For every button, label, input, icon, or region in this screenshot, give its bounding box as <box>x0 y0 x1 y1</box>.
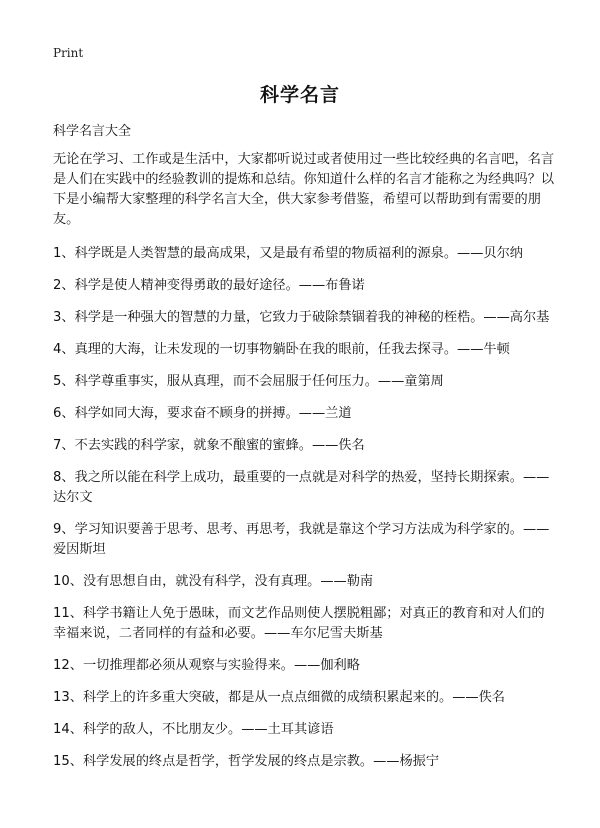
quote-item: 5、科学尊重事实，服从真理，而不会屈服于任何压力。——童第周 <box>53 374 444 389</box>
quote-item: 4、真理的大海，让未发现的一切事物躺卧在我的眼前，任我去探寻。——牛顿 <box>53 342 510 357</box>
print-link[interactable]: Print <box>53 46 84 60</box>
quote-item: 2、科学是使人精神变得勇敢的最好途径。——布鲁诺 <box>53 278 365 293</box>
quote-item: 15、科学发展的终点是哲学，哲学发展的终点是宗教。——杨振宁 <box>53 754 440 769</box>
subtitle: 科学名言大全 <box>53 124 132 139</box>
quote-item: 9、学习知识要善于思考、思考、再思考，我就是靠这个学习方法成为科学家的。——爱因斯坦 <box>53 522 550 557</box>
quote-item: 10、没有思想自由，就没有科学，没有真理。——勒南 <box>53 574 374 589</box>
quote-item: 6、科学如同大海，要求奋不顾身的拼搏。——兰道 <box>53 406 352 421</box>
quote-item: 11、科学书籍让人免于愚昧，而文艺作品则使人摆脱粗鄙；对真正的教育和对人们的幸福来说，二者同样的有益和必要。——车尔尼雪夫斯基 <box>53 606 545 641</box>
quote-item: 7、不去实践的科学家，就象不酿蜜的蜜蜂。——佚名 <box>53 438 365 453</box>
page-title: 科学名言 <box>259 84 340 106</box>
quote-item: 12、一切推理都必须从观察与实验得来。——伽利略 <box>53 658 360 673</box>
quote-item: 8、我之所以能在科学上成功，最重要的一点就是对科学的热爱，坚持长期探索。——达尔文 <box>53 470 550 505</box>
intro-paragraph: 无论在学习、工作或是生活中，大家都听说过或者使用过一些比较经典的名言吧，名言是人们在实践中的经验教训的提炼和总结。你知道什么样的名言才能称之为经典吗？以下是小编帮大家整理的科学名言大全，供大家参考借鉴，希望可以帮助到有需要的朋友。 <box>53 152 555 227</box>
quote-item: 1、科学既是人类智慧的最高成果，又是最有希望的物质福利的源泉。——贝尔纳 <box>53 246 523 261</box>
quote-item: 13、科学上的许多重大突破，都是从一点点细微的成绩积累起来的。——佚名 <box>53 690 505 705</box>
quote-item: 3、科学是一种强大的智慧的力量，它致力于破除禁锢着我的神秘的桎梏。——高尔基 <box>53 310 550 325</box>
article-body <box>53 150 556 784</box>
quote-item: 14、科学的敌人，不比朋友少。——土耳其谚语 <box>53 722 334 737</box>
